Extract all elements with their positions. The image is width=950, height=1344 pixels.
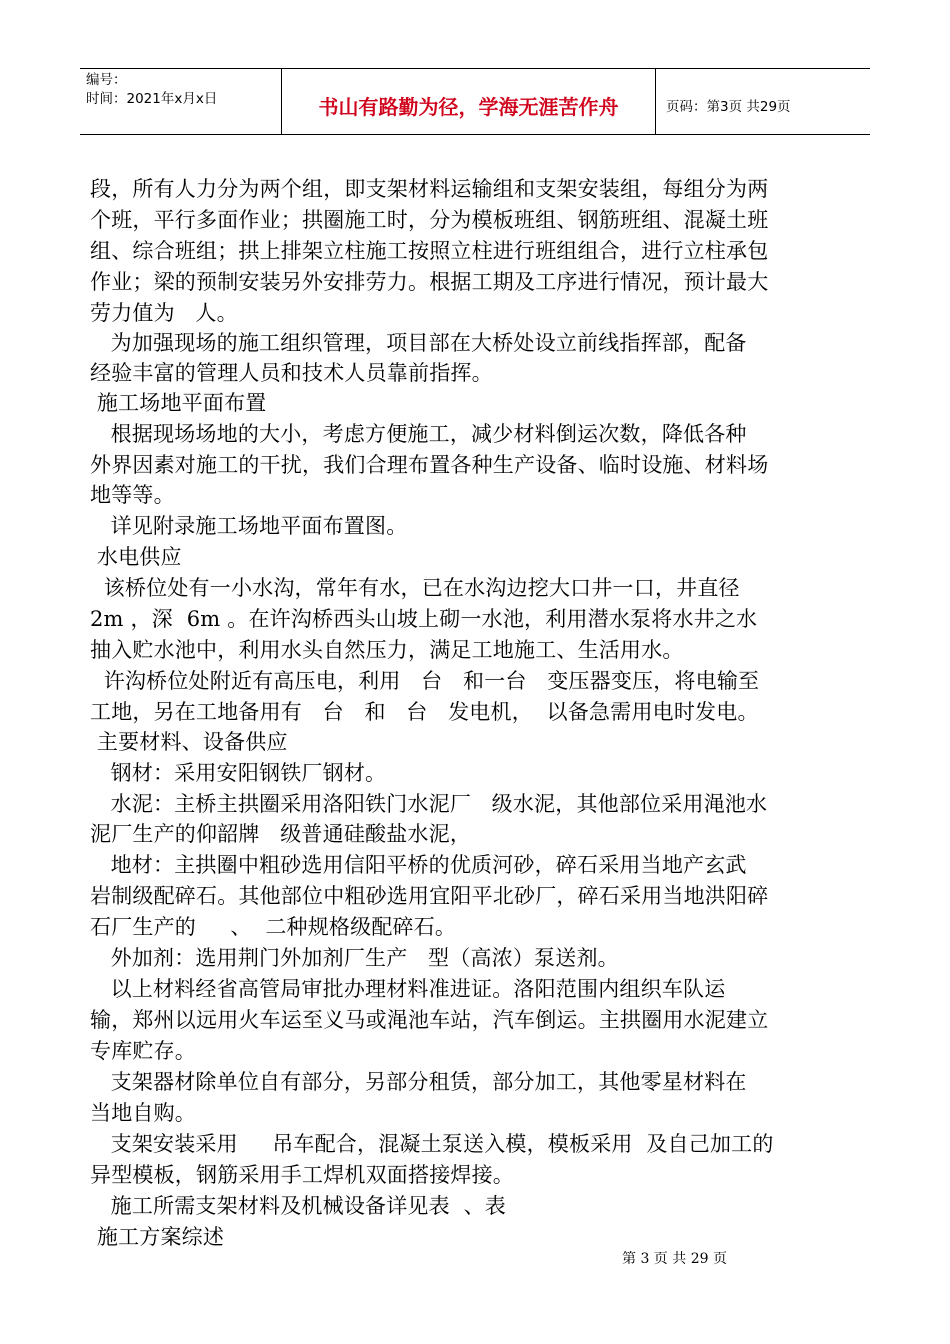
body-line: 水泥：主桥主拱圈采用洛阳铁门水泥厂 级水泥，其他部位采用渑池水 xyxy=(90,792,768,816)
body-line: 岩制级配碎石。其他部位中粗砂选用宜阳平北砂厂，碎石采用当地洪阳碎 xyxy=(90,884,769,908)
body-line: 作业；梁的预制安装另外安排劳力。根据工期及工序进行情况，预计最大 xyxy=(90,270,769,294)
body-line: 外加剂：选用荆门外加剂厂生产 型（高浓）泵送剂。 xyxy=(90,946,619,970)
body-line: 个班，平行多面作业；拱圈施工时，分为模板班组、钢筋班组、混凝土班 xyxy=(90,208,769,232)
body-line: 支架器材除单位自有部分，另部分租赁，部分加工，其他零星材料在 xyxy=(90,1070,747,1094)
body-line: 组、综合班组；拱上排架立柱施工按照立柱进行班组组合，进行立柱承包 xyxy=(90,239,769,263)
section-heading: 施工场地平面布置 xyxy=(90,391,267,415)
body-line: 以上材料经省高管局审批办理材料准进证。洛阳范围内组织车队运 xyxy=(90,977,726,1001)
body-line: 详见附录施工场地平面布置图。 xyxy=(90,514,408,538)
body-line: 2m ，深 6m 。在许沟桥西头山坡上砌一水池，利用潜水泵将水井之水 xyxy=(90,607,758,631)
document-date-label: 时间：2021年x月x日 xyxy=(86,91,218,107)
body-line: 石厂生产的 、 二种规格级配碎石。 xyxy=(90,915,457,939)
body-line: 地等等。 xyxy=(90,483,175,507)
body-line: 泥厂生产的仰韶牌 级普通硅酸盐水泥， xyxy=(90,822,472,846)
header-page-number: 页码：第3页 共29页 xyxy=(666,99,791,115)
body-line: 地材：主拱圈中粗砂选用信阳平桥的优质河砂，碎石采用当地产玄武 xyxy=(90,853,747,877)
body-line: 为加强现场的施工组织管理，项目部在大桥处设立前线指挥部，配备 xyxy=(90,331,747,355)
body-line: 劳力值为 人。 xyxy=(90,301,238,325)
section-heading: 主要材料、设备供应 xyxy=(90,730,288,754)
body-line: 专库贮存。 xyxy=(90,1039,196,1063)
body-line: 外界因素对施工的干扰，我们合理布置各种生产设备、临时设施、材料场 xyxy=(90,453,769,477)
body-line: 输，郑州以远用火车运至义马或渑池车站，汽车倒运。主拱圈用水泥建立 xyxy=(90,1008,769,1032)
body-line: 段，所有人力分为两个组，即支架材料运输组和支架安装组，每组分为两 xyxy=(90,177,769,201)
body-line: 支架安装采用 吊车配合，混凝土泵送入模，模板采用 及自己加工的 xyxy=(90,1132,774,1156)
body-line: 经验丰富的管理人员和技术人员靠前指挥。 xyxy=(90,361,493,385)
header-motto: 书山有路勤为径，学海无涯苦作舟 xyxy=(318,95,619,119)
body-line: 工地，另在工地备用有 台 和 台 发电机， 以备急需用电时发电。 xyxy=(90,700,759,724)
body-line: 许沟桥位处附近有高压电，利用 台 和一台 变压器变压，将电输至 xyxy=(90,669,760,693)
body-line: 抽入贮水池中，利用水头自然压力，满足工地施工、生活用水。 xyxy=(90,638,684,662)
section-heading: 施工方案综述 xyxy=(90,1225,225,1249)
section-heading: 水电供应 xyxy=(90,545,182,569)
body-line: 异型模板，钢筋采用手工焊机双面搭接焊接。 xyxy=(90,1163,514,1187)
body-line: 根据现场场地的大小，考虑方便施工，减少材料倒运次数，降低各种 xyxy=(90,422,747,446)
body-line: 施工所需支架材料及机械设备详见表 、表 xyxy=(90,1194,506,1218)
document-number-label: 编号： xyxy=(86,72,127,88)
page-footer: 第 3 页 共 29 页 xyxy=(622,1251,727,1267)
body-line: 该桥位处有一小水沟，常年有水，已在水沟边挖大口井一口，井直径 xyxy=(90,576,740,600)
body-line: 当地自购。 xyxy=(90,1101,196,1125)
body-line: 钢材：采用安阳钢铁厂钢材。 xyxy=(90,761,387,785)
